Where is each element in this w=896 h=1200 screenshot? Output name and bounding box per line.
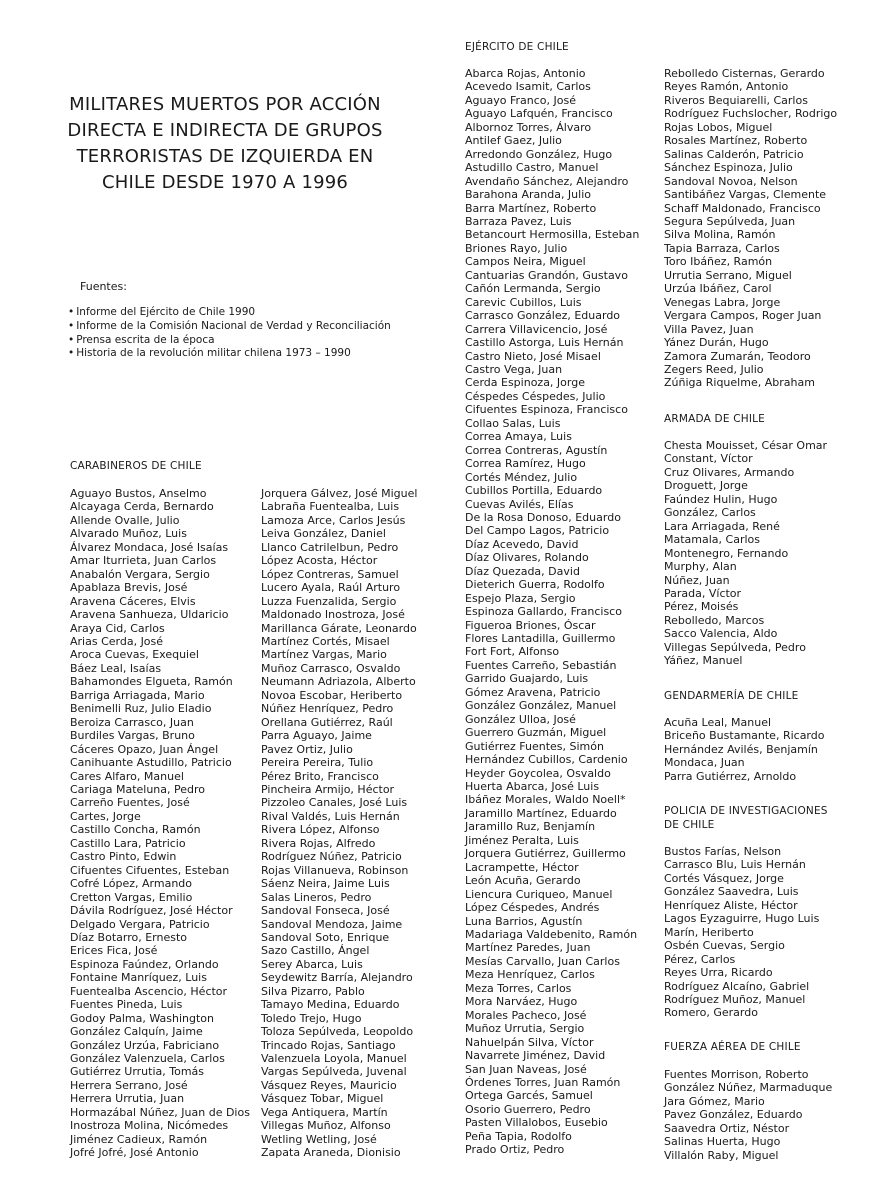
name-entry: González Núñez, Marmaduque: [664, 1081, 833, 1095]
name-entry: Pereira Pereira, Tulio: [261, 756, 374, 770]
name-entry: Pasten Villalobos, Eusebio: [465, 1116, 608, 1130]
name-entry: Mora Narváez, Hugo: [465, 995, 578, 1009]
name-entry: Cofré López, Armando: [70, 877, 193, 891]
name-entry: Neumann Adriazola, Alberto: [261, 675, 416, 689]
name-entry: Martínez Paredes, Juan: [465, 941, 591, 955]
name-entry: Aguayo Bustos, Anselmo: [70, 487, 207, 500]
name-entry: Fuentealba Ascencio, Héctor: [70, 984, 228, 998]
section-title-ejercito: EJÉRCITO DE CHILE: [465, 41, 569, 53]
name-entry: Araya Cid, Carlos: [70, 621, 165, 635]
section-title-carabineros: CARABINEROS DE CHILE: [70, 460, 202, 472]
name-entry: Venegas Labra, Jorge: [664, 295, 781, 309]
name-entry: Mesías Carvallo, Juan Carlos: [465, 954, 620, 968]
section-title-pdi-line1: POLICIA DE INVESTIGACIONES: [664, 805, 828, 817]
name-entry: Jaramillo Martínez, Eduardo: [465, 806, 617, 820]
name-entry: Carrasco González, Eduardo: [465, 309, 621, 323]
name-entry: Morales Pacheco, José: [465, 1008, 587, 1022]
name-entry: Bahamondes Elgueta, Ramón: [70, 675, 233, 689]
name-entry: Zamora Zumarán, Teodoro: [664, 349, 811, 363]
name-entry: González González, Manuel: [465, 699, 617, 713]
name-entry: Heyder Goycolea, Osvaldo: [465, 766, 611, 780]
name-entry: Serey Abarca, Luis: [261, 957, 363, 971]
name-entry: Órdenes Torres, Juan Ramón: [465, 1075, 621, 1089]
name-entry: Aravena Cáceres, Elvis: [70, 594, 196, 608]
name-entry: Hernández Avilés, Benjamín: [664, 742, 818, 756]
name-entry: Rodríguez Muñoz, Manuel: [664, 992, 806, 1006]
name-entry: Díaz Botarro, Ernesto: [70, 930, 187, 944]
name-entry: Dávila Rodríguez, José Héctor: [70, 904, 233, 918]
name-entry: Cruz Olivares, Armando: [664, 465, 795, 479]
name-entry: Amar Iturrieta, Juan Carlos: [70, 554, 217, 568]
name-entry: Espejo Plaza, Sergio: [465, 591, 576, 605]
name-entry: Céspedes Céspedes, Julio: [465, 389, 606, 403]
name-entry: Marín, Heriberto: [664, 925, 754, 939]
name-entry: Villegas Muñoz, Alfonso: [261, 1119, 391, 1133]
name-entry: Burdiles Vargas, Bruno: [70, 729, 195, 743]
name-entry: Murphy, Alan: [664, 560, 737, 574]
name-entry: Toledo Trejo, Hugo: [261, 1011, 362, 1025]
name-entry: Cartes, Jorge: [70, 809, 141, 823]
name-entry: Muñoz Carrasco, Osvaldo: [261, 661, 401, 675]
name-entry: Villa Pavez, Juan: [664, 322, 754, 336]
name-entry: Álvarez Mondaca, José Isaías: [70, 540, 229, 554]
name-entry: Erices Fica, José: [70, 944, 158, 958]
name-entry: Canihuante Astudillo, Patricio: [70, 756, 232, 770]
name-entry: Rojas Lobos, Miguel: [664, 120, 773, 134]
name-entry: Silva Pizarro, Pablo: [261, 984, 365, 998]
name-entry: Osorio Guerrero, Pedro: [465, 1102, 591, 1116]
name-entry: Aguayo Franco, José: [465, 93, 576, 107]
name-entry: Cubillos Portilla, Eduardo: [465, 484, 603, 498]
name-entry: Villalón Raby, Miguel: [664, 1148, 779, 1162]
name-entry: Castillo Concha, Ramón: [70, 823, 201, 837]
pdi-list: [664, 845, 819, 1020]
name-entry: Rodríguez Núñez, Patricio: [261, 850, 402, 864]
name-entry: Matamala, Carlos: [664, 533, 760, 547]
name-entry: Rebolledo, Marcos: [664, 613, 765, 627]
name-entry: Herrera Urrutia, Juan: [70, 1092, 185, 1106]
name-entry: Castillo Lara, Patricio: [70, 836, 186, 850]
name-entry: Salinas Huerta, Hugo: [664, 1135, 781, 1149]
name-entry: Herrera Serrano, José: [70, 1078, 188, 1092]
name-entry: Valenzuela Loyola, Manuel: [261, 1052, 407, 1066]
name-entry: Jiménez Peralta, Luis: [465, 833, 579, 847]
name-entry: Rodríguez Alcaíno, Gabriel: [664, 979, 810, 993]
name-entry: Zúñiga Riquelme, Abraham: [664, 376, 815, 390]
name-entry: Sandoval Novoa, Nelson: [664, 174, 798, 188]
name-entry: Correa Contreras, Agustín: [465, 443, 608, 457]
name-entry: Gómez Aravena, Patricio: [465, 685, 601, 699]
name-entry: Gutiérrez Urrutia, Tomás: [70, 1065, 205, 1079]
source-item: • Historia de la revolución militar chilena 1973 – 1990: [68, 347, 391, 361]
section-title-gendarmeria: GENDARMERÍA DE CHILE: [664, 690, 799, 702]
name-entry: González Ulloa, José: [465, 712, 576, 726]
name-entry: Godoy Palma, Washington: [70, 1011, 214, 1025]
name-entry: Anabalón Vergara, Sergio: [70, 567, 210, 581]
name-entry: Fort Fort, Alfonso: [465, 645, 560, 659]
name-entry: Espinoza Gallardo, Francisco: [465, 605, 622, 619]
armada-list: [664, 439, 827, 668]
gendarmeria-list: [664, 716, 824, 783]
name-entry: Liencura Curiqueo, Manuel: [465, 887, 613, 901]
name-entry: Navarrete Jiménez, David: [465, 1049, 606, 1063]
name-entry: Benimelli Ruz, Julio Eladio: [70, 702, 212, 716]
name-entry: Sandoval Soto, Enrique: [261, 930, 390, 944]
name-entry: Jiménez Cadieux, Ramón: [70, 1132, 208, 1146]
name-entry: González Saavedra, Luis: [664, 885, 799, 899]
name-entry: Segura Sepúlveda, Juan: [664, 214, 796, 228]
name-entry: Lamoza Arce, Carlos Jesús: [261, 513, 406, 527]
name-entry: Orellana Gutiérrez, Raúl: [261, 715, 393, 729]
section-title-pdi: [664, 805, 828, 832]
name-entry: Jofré Jofré, José Antonio: [70, 1146, 199, 1160]
name-entry: Urrutia Serrano, Miguel: [664, 268, 792, 282]
name-entry: Rival Valdés, Luis Hernán: [261, 809, 400, 823]
name-entry: Tapia Barraza, Carlos: [664, 241, 780, 255]
name-entry: Barriga Arriagada, Mario: [70, 688, 205, 702]
name-entry: Campos Neira, Miguel: [465, 255, 586, 269]
name-entry: Riveros Bequiarelli, Carlos: [664, 93, 808, 107]
name-entry: San Juan Naveas, José: [465, 1062, 587, 1076]
name-entry: Salinas Calderón, Patricio: [664, 147, 804, 161]
name-entry: Cares Alfaro, Manuel: [70, 769, 184, 783]
name-entry: Fuentes Morrison, Roberto: [664, 1068, 809, 1081]
name-entry: Aroca Cuevas, Exequiel: [70, 648, 199, 662]
name-entry: Cáceres Opazo, Juan Ángel: [70, 742, 219, 756]
name-entry: Nahuelpán Silva, Víctor: [465, 1035, 594, 1049]
name-entry: Ortega Garcés, Samuel: [465, 1089, 593, 1103]
name-entry: Sandoval Mendoza, Jaime: [261, 917, 403, 931]
name-entry: Castro Pinto, Edwin: [70, 850, 177, 864]
name-entry: Wetling Wetling, José: [261, 1132, 377, 1146]
name-entry: Castillo Astorga, Luis Hernán: [465, 336, 624, 350]
name-entry: Díaz Olivares, Rolando: [465, 551, 589, 565]
name-entry: Sacco Valencia, Aldo: [664, 627, 778, 641]
name-entry: Jara Gómez, Mario: [664, 1094, 765, 1108]
name-entry: Faúndez Hulin, Hugo: [664, 492, 778, 506]
name-entry: Pérez, Carlos: [664, 952, 736, 966]
name-entry: Betancourt Hermosilla, Esteban: [465, 228, 640, 242]
name-entry: Cortés Vásquez, Jorge: [664, 871, 784, 885]
name-entry: Allende Ovalle, Julio: [70, 513, 180, 527]
name-entry: Rivera López, Alfonso: [261, 823, 380, 837]
name-entry: Guerrero Guzmán, Miguel: [465, 726, 607, 740]
name-entry: Abarca Rojas, Antonio: [465, 67, 586, 80]
name-entry: Carrasco Blu, Luis Hernán: [664, 858, 806, 872]
sources-list: [68, 306, 391, 361]
name-entry: Lagos Eyzaguirre, Hugo Luis: [664, 912, 820, 926]
source-item: • Informe del Ejército de Chile 1990: [68, 306, 391, 320]
carabineros-list-col2: [261, 487, 417, 1160]
name-entry: Arredondo González, Hugo: [465, 147, 613, 161]
name-entry: Pérez Brito, Francisco: [261, 769, 379, 783]
name-entry: Lacrampette, Héctor: [465, 860, 579, 874]
name-entry: Aguayo Lafquén, Francisco: [465, 107, 613, 121]
name-entry: Carevic Cubillos, Luis: [465, 295, 582, 309]
section-title-fach: FUERZA AÉREA DE CHILE: [664, 1041, 801, 1053]
name-entry: Correa Amaya, Luis: [465, 430, 572, 444]
name-entry: Cantuarias Grandón, Gustavo: [465, 268, 628, 282]
ejercito-list-col2: [664, 67, 837, 390]
name-entry: López Contreras, Samuel: [261, 567, 399, 581]
name-entry: Pavez Ortiz, Julio: [261, 742, 353, 756]
name-entry: Urzúa Ibáñez, Carol: [664, 282, 772, 296]
name-entry: Jorquera Gutiérrez, Guillermo: [465, 847, 626, 861]
name-entry: Droguett, Jorge: [664, 479, 748, 493]
name-entry: Marillanca Gárate, Leonardo: [261, 621, 417, 635]
name-entry: Cañón Lermanda, Sergio: [465, 282, 601, 296]
name-entry: Schaff Maldonado, Francisco: [664, 201, 821, 215]
name-entry: Castro Vega, Juan: [465, 362, 563, 376]
name-entry: López Céspedes, Andrés: [465, 901, 600, 915]
name-entry: Lucero Ayala, Raúl Arturo: [261, 581, 401, 595]
name-entry: Salas Lineros, Pedro: [261, 890, 372, 904]
source-item: • Prensa escrita de la época: [68, 334, 391, 348]
name-entry: Espinoza Faúndez, Orlando: [70, 957, 219, 971]
name-entry: Parra Aguayo, Jaime: [261, 729, 372, 743]
name-entry: Alvarado Muñoz, Luis: [70, 527, 187, 541]
name-entry: González, Carlos: [664, 506, 756, 520]
name-entry: Beroiza Carrasco, Juan: [70, 715, 194, 729]
name-entry: Silva Molina, Ramón: [664, 228, 776, 242]
name-entry: Seydewitz Barría, Alejandro: [261, 971, 413, 985]
name-entry: Núñez Henríquez, Pedro: [261, 702, 394, 716]
name-entry: Apablaza Brevis, José: [70, 581, 188, 595]
name-entry: Dieterich Guerra, Rodolfo: [465, 578, 605, 592]
name-entry: Vergara Campos, Roger Juan: [664, 309, 822, 323]
name-entry: Parada, Víctor: [664, 586, 742, 600]
name-entry: Meza Henríquez, Carlos: [465, 968, 595, 982]
name-entry: Santibáñez Vargas, Clemente: [664, 188, 827, 202]
name-entry: Osbén Cuevas, Sergio: [664, 939, 785, 953]
name-entry: Jaramillo Ruz, Benjamín: [465, 820, 596, 834]
name-entry: Inostroza Molina, Nicómedes: [70, 1119, 229, 1133]
name-entry: Sáenz Neira, Jaime Luis: [261, 877, 390, 891]
name-entry: Parra Gutiérrez, Arnoldo: [664, 769, 797, 783]
name-entry: Rebolledo Cisternas, Gerardo: [664, 67, 825, 80]
name-entry: Rodríguez Fuchslocher, Rodrigo: [664, 107, 838, 121]
name-entry: Acuña Leal, Manuel: [664, 716, 772, 729]
name-entry: Avendaño Sánchez, Alejandro: [465, 174, 629, 188]
ejercito-list-col1: [465, 67, 639, 1157]
name-entry: Delgado Vergara, Patricio: [70, 917, 210, 931]
section-title-pdi-line2: DE CHILE: [664, 818, 715, 831]
name-entry: Gutiérrez Fuentes, Simón: [465, 739, 604, 753]
name-entry: Aravena Sanhueza, Uldaricio: [70, 608, 229, 622]
name-entry: Saavedra Ortiz, Néstor: [664, 1121, 790, 1135]
name-entry: Collao Salas, Luis: [465, 416, 561, 430]
name-entry: Luna Barrios, Agustín: [465, 914, 583, 928]
name-entry: Vásquez Reyes, Mauricio: [261, 1078, 397, 1092]
name-entry: De la Rosa Donoso, Eduardo: [465, 510, 621, 524]
name-entry: Tamayo Medina, Eduardo: [261, 998, 400, 1012]
name-entry: Toloza Sepúlveda, Leopoldo: [261, 1025, 414, 1039]
name-entry: Hormazábal Núñez, Juan de Dios: [70, 1105, 250, 1119]
section-title-armada: ARMADA DE CHILE: [664, 413, 766, 425]
name-entry: Carreño Fuentes, José: [70, 796, 190, 810]
name-entry: López Acosta, Héctor: [261, 554, 378, 568]
name-entry: Chesta Mouisset, César Omar: [664, 439, 828, 452]
name-entry: Vargas Sepúlveda, Juvenal: [261, 1065, 407, 1079]
name-entry: Mondaca, Juan: [664, 756, 745, 770]
name-entry: Rosales Martínez, Roberto: [664, 134, 808, 148]
name-entry: Carrera Villavicencio, José: [465, 322, 608, 336]
name-entry: Rivera Rojas, Alfredo: [261, 836, 376, 850]
name-entry: González Calquín, Jaime: [70, 1025, 203, 1039]
name-entry: Cuevas Avilés, Elías: [465, 497, 574, 511]
name-entry: Díaz Quezada, David: [465, 564, 580, 578]
name-entry: Vásquez Tobar, Miguel: [261, 1092, 384, 1106]
name-entry: Briceño Bustamante, Ricardo: [664, 729, 825, 743]
name-entry: Cortés Méndez, Julio: [465, 470, 578, 484]
name-entry: Garrido Guajardo, Luis: [465, 672, 589, 686]
name-entry: Romero, Gerardo: [664, 1006, 758, 1020]
name-entry: Arias Cerda, José: [70, 634, 164, 648]
name-entry: Alcayaga Cerda, Bernardo: [70, 500, 214, 514]
carabineros-list-col1: [70, 487, 250, 1160]
name-entry: Fuentes Pineda, Luis: [70, 998, 183, 1012]
name-entry: Ibáñez Morales, Waldo Noell*: [465, 793, 626, 807]
name-entry: Pincheira Armijo, Héctor: [261, 782, 395, 796]
name-entry: Novoa Escobar, Heriberto: [261, 688, 403, 702]
name-entry: Sánchez Espinoza, Julio: [664, 161, 793, 175]
name-entry: Huerta Abarca, José Luis: [465, 780, 600, 794]
name-entry: Toro Ibáñez, Ramón: [664, 255, 773, 269]
name-entry: Montenegro, Fernando: [664, 546, 789, 560]
name-entry: Meza Torres, Carlos: [465, 981, 572, 995]
name-entry: González Urzúa, Fabriciano: [70, 1038, 220, 1052]
name-entry: Yánez Durán, Hugo: [664, 336, 769, 350]
name-entry: Bustos Farías, Nelson: [664, 845, 782, 858]
name-entry: Astudillo Castro, Manuel: [465, 161, 599, 175]
name-entry: Leiva González, Daniel: [261, 527, 386, 541]
fach-list: [664, 1068, 832, 1162]
name-entry: Reyes Ramón, Antonio: [664, 80, 789, 94]
name-entry: Labraña Fuentealba, Luis: [261, 500, 400, 514]
name-entry: Núñez, Juan: [664, 573, 730, 587]
name-entry: Zapata Araneda, Dionisio: [261, 1146, 401, 1160]
name-entry: Cariaga Mateluna, Pedro: [70, 782, 206, 796]
name-entry: Llanco Catrilelbun, Pedro: [261, 540, 399, 554]
name-entry: Villegas Sepúlveda, Pedro: [664, 640, 806, 654]
name-entry: Pavez González, Eduardo: [664, 1108, 803, 1122]
name-entry: Trincado Rojas, Santiago: [261, 1038, 396, 1052]
name-entry: Rojas Villanueva, Robinson: [261, 863, 409, 877]
name-entry: Pérez, Moisés: [664, 600, 739, 614]
name-entry: Yáñez, Manuel: [664, 654, 743, 668]
name-entry: Báez Leal, Isaías: [70, 661, 162, 675]
name-entry: Barraza Pavez, Luis: [465, 214, 572, 228]
name-entry: Flores Lantadilla, Guillermo: [465, 632, 616, 646]
name-entry: Díaz Acevedo, David: [465, 537, 579, 551]
name-entry: Martínez Vargas, Mario: [261, 648, 387, 662]
name-entry: Zegers Reed, Julio: [664, 362, 764, 376]
sources-label: Fuentes:: [80, 280, 127, 293]
name-entry: Antilef Gaez, Julio: [465, 134, 562, 148]
name-entry: Fuentes Carreño, Sebastián: [465, 658, 617, 672]
name-entry: Jorquera Gálvez, José Miguel: [261, 487, 418, 500]
name-entry: Fontaine Manríquez, Luis: [70, 971, 207, 985]
name-entry: Cerda Espinoza, Jorge: [465, 376, 585, 390]
name-entry: Muñoz Urrutia, Sergio: [465, 1022, 585, 1036]
name-entry: Albornoz Torres, Álvaro: [465, 120, 592, 134]
name-entry: Barahona Aranda, Julio: [465, 188, 591, 202]
name-entry: León Acuña, Gerardo: [465, 874, 581, 888]
name-entry: Reyes Urra, Ricardo: [664, 966, 773, 980]
name-entry: Castro Nieto, José Misael: [465, 349, 601, 363]
name-entry: Cifuentes Cifuentes, Esteban: [70, 863, 230, 877]
name-entry: González Valenzuela, Carlos: [70, 1052, 225, 1066]
name-entry: Vega Antiquera, Martín: [261, 1105, 388, 1119]
name-entry: Briones Rayo, Julio: [465, 241, 568, 255]
name-entry: Hernández Cubillos, Cardenio: [465, 753, 628, 767]
name-entry: Figueroa Briones, Óscar: [465, 618, 596, 632]
name-entry: Barra Martínez, Roberto: [465, 201, 597, 215]
name-entry: Lara Arriagada, René: [664, 519, 780, 533]
name-entry: Constant, Víctor: [664, 452, 753, 466]
name-entry: Del Campo Lagos, Patricio: [465, 524, 610, 538]
name-entry: Martínez Cortés, Misael: [261, 634, 390, 648]
page-title: MILITARES MUERTOS POR ACCIÓN DIRECTA E INDIRECTA DE GRUPOS TERRORISTAS DE IZQUIERDA EN CHILE DESDE 1970 A 1996: [67, 94, 383, 193]
name-entry: Cretton Vargas, Emilio: [70, 890, 193, 904]
name-entry: Cifuentes Espinoza, Francisco: [465, 403, 628, 417]
name-entry: Peña Tapia, Rodolfo: [465, 1129, 572, 1143]
source-item: • Informe de la Comisión Nacional de Verdad y Reconciliación: [68, 320, 391, 334]
name-entry: Acevedo Isamit, Carlos: [465, 80, 591, 94]
name-entry: Correa Ramírez, Hugo: [465, 457, 586, 471]
name-entry: Luzza Fuenzalida, Sergio: [261, 594, 397, 608]
name-entry: Prado Ortiz, Pedro: [465, 1143, 565, 1157]
name-entry: Sandoval Fonseca, José: [261, 904, 390, 918]
name-entry: Maldonado Inostroza, José: [261, 608, 405, 622]
name-entry: Madariaga Valdebenito, Ramón: [465, 928, 638, 941]
name-entry: Henríquez Aliste, Héctor: [664, 898, 798, 912]
name-entry: Sazo Castillo, Ángel: [261, 944, 370, 958]
name-entry: Pizzoleo Canales, José Luis: [261, 796, 408, 810]
